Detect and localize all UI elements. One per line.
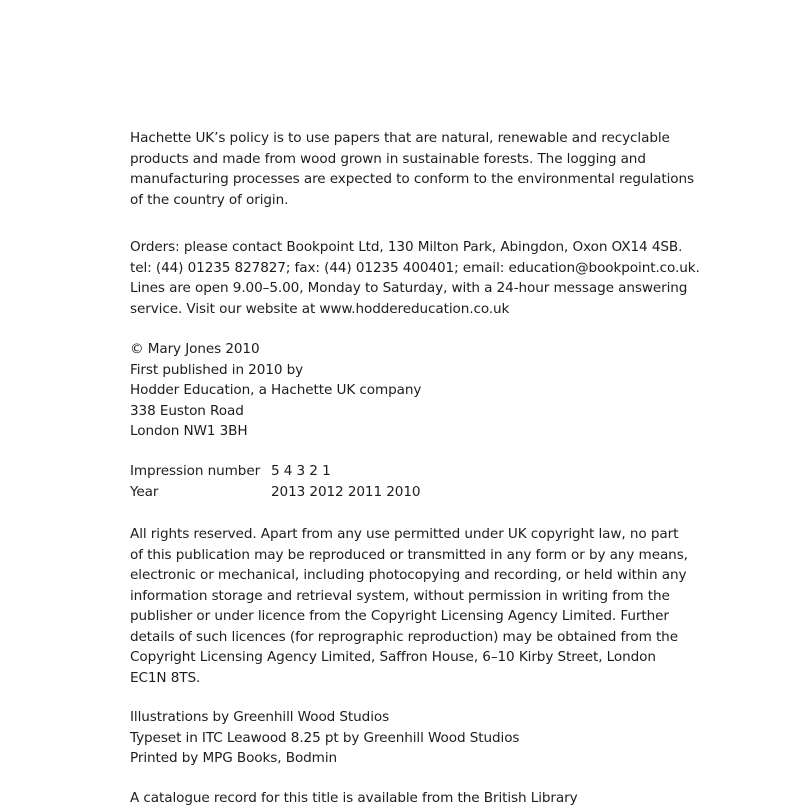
text-line: Copyright Licensing Agency Limited, Saffron House, 6–10 Kirby Street, London <box>130 649 656 665</box>
rights-paragraph <box>130 524 770 688</box>
printer-credit: Printed by MPG Books, Bodmin <box>130 750 338 766</box>
address-line: London NW1 3BH <box>130 423 248 439</box>
catalogue-paragraph <box>130 788 770 809</box>
address-line: 338 Euston Road <box>130 402 244 419</box>
text-line: details of such licences (for reprographic reproduction) may be obtained from the <box>130 628 678 645</box>
credits-block <box>130 707 770 769</box>
typeset-credit: Typeset in ITC Leawood 8.25 pt by Greenhill Wood Studios <box>130 729 520 746</box>
year-label: Year <box>130 483 159 500</box>
publisher-block <box>130 339 770 442</box>
impression-row <box>130 461 770 482</box>
text-line: electronic or mechanical, including photocopying and recording, or held within any <box>130 567 687 583</box>
text-line: tel: (44) 01235 827827; fax: (44) 01235 400401; email: education@bookpoint.co.uk. <box>130 259 700 276</box>
copyright-line: © Mary Jones 2010 <box>130 341 260 357</box>
text-line: Orders: please contact Bookpoint Ltd, 130 Milton Park, Abingdon, Oxon OX14 4SB. <box>130 239 683 255</box>
text-line: Lines are open 9.00–5.00, Monday to Saturday, with a 24-hour message answering <box>130 280 688 296</box>
paper-policy-paragraph <box>130 128 770 210</box>
text-line: A catalogue record for this title is available from the British Library <box>130 790 578 806</box>
illustrations-credit: Illustrations by Greenhill Wood Studios <box>130 709 390 725</box>
impression-label: Impression number <box>130 463 261 479</box>
publisher-name: Hodder Education, a Hachette UK company <box>130 382 422 398</box>
text-line: Hachette UK’s policy is to use papers that are natural, renewable and recyclable <box>130 130 670 146</box>
text-line: of the country of origin. <box>130 191 289 208</box>
text-line: EC1N 8TS. <box>130 669 201 686</box>
orders-paragraph <box>130 237 770 319</box>
text-line: of this publication may be reproduced or transmitted in any form or by any means, <box>130 546 688 563</box>
text-line: publisher or under licence from the Copyright Licensing Agency Limited. Further <box>130 608 669 624</box>
impression-block <box>130 461 770 502</box>
text-line: information storage and retrieval system, without permission in writing from the <box>130 587 670 604</box>
text-line: manufacturing processes are expected to conform to the environmental regulations <box>130 171 694 187</box>
year-row <box>130 482 770 503</box>
text-line: First published in 2010 by <box>130 361 304 378</box>
text-line: service. Visit our website at www.hoddereducation.co.uk <box>130 300 510 317</box>
impression-value: 5 4 3 2 1 <box>271 463 331 479</box>
text-line: products and made from wood grown in sustainable forests. The logging and <box>130 150 646 167</box>
year-value: 2013 2012 2011 2010 <box>271 483 421 500</box>
text-line: All rights reserved. Apart from any use permitted under UK copyright law, no part <box>130 526 679 542</box>
